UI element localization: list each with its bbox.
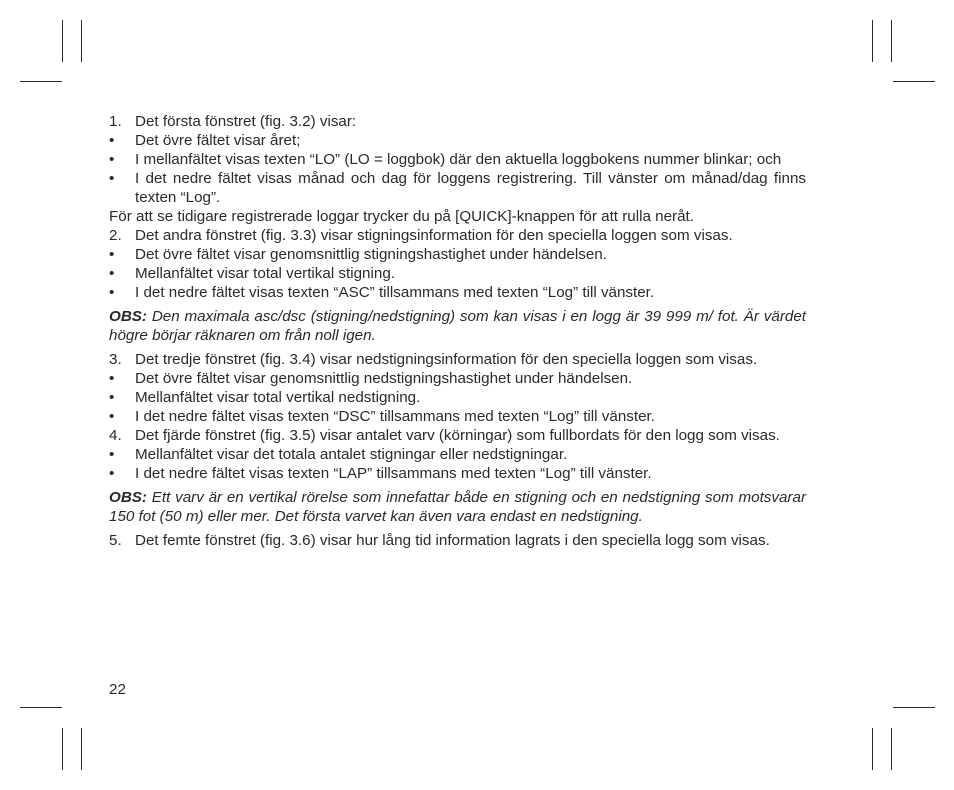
bullet-item — [109, 369, 806, 388]
bullet-marker: • — [109, 284, 115, 301]
numbered-item — [109, 226, 806, 245]
crop-mark — [81, 20, 82, 62]
item-text: Det femte fönstret (fig. 3.6) visar hur lång tid information lagrats i den speciella logg som visas. — [135, 532, 770, 549]
bullet-marker: • — [109, 446, 115, 463]
bullet-item — [109, 150, 806, 169]
crop-mark — [891, 20, 892, 62]
note — [109, 307, 806, 345]
numbered-item — [109, 350, 806, 369]
item-text: I det nedre fältet visas texten “LAP” tillsammans med texten “Log” till vänster. — [135, 465, 652, 482]
bullet-marker: • — [109, 170, 115, 187]
item-text: Mellanfältet visar total vertikal nedstigning. — [135, 389, 421, 406]
note-label: OBS: — [109, 308, 147, 325]
bullet-marker: • — [109, 265, 115, 282]
crop-mark — [872, 20, 873, 62]
bullet-marker: • — [109, 389, 115, 406]
bullet-item — [109, 407, 806, 426]
numbered-item — [109, 531, 806, 550]
item-text: Det övre fältet visar året; — [135, 132, 301, 149]
crop-mark — [20, 81, 62, 82]
numbered-item — [109, 112, 806, 131]
item-text: Det övre fältet visar genomsnittlig nedstigningshastighet under händelsen. — [135, 370, 633, 387]
page-body — [109, 112, 806, 550]
note-text: Ett varv är en vertikal rörelse som innefattar både en stigning och en nedstigning som motsvarar 150 fot (50 m) eller mer. Det första varvet kan även vara endast en nedstigning. — [109, 489, 806, 525]
item-number: 2. — [109, 227, 122, 244]
bullet-marker: • — [109, 151, 115, 168]
item-text: I det nedre fältet visas månad och dag för loggens registrering. Till vänster om månad/dag finns texten “Log”. — [135, 170, 806, 206]
item-number: 3. — [109, 351, 122, 368]
bullet-item — [109, 445, 806, 464]
crop-mark — [893, 81, 935, 82]
bullet-item — [109, 264, 806, 283]
bullet-marker: • — [109, 408, 115, 425]
item-text: I det nedre fältet visas texten “ASC” tillsammans med texten “Log” till vänster. — [135, 284, 655, 301]
bullet-marker: • — [109, 246, 115, 263]
item-text: I mellanfältet visas texten “LO” (LO = loggbok) där den aktuella loggbokens nummer blinkar; och — [135, 151, 782, 168]
paragraph: För att se tidigare registrerade loggar trycker du på [QUICK]-knappen för att rulla neråt. — [109, 208, 694, 225]
item-text: I det nedre fältet visas texten “DSC” tillsammans med texten “Log” till vänster. — [135, 408, 655, 425]
crop-mark — [62, 20, 63, 62]
bullet-marker: • — [109, 370, 115, 387]
crop-mark — [872, 728, 873, 770]
bullet-marker: • — [109, 132, 115, 149]
item-text: Det första fönstret (fig. 3.2) visar: — [135, 113, 357, 130]
page-number: 22 — [109, 681, 126, 698]
note-label: OBS: — [109, 489, 147, 506]
bullet-item — [109, 245, 806, 264]
bullet-item — [109, 131, 806, 150]
bullet-marker: • — [109, 465, 115, 482]
crop-mark — [891, 728, 892, 770]
item-number: 4. — [109, 427, 122, 444]
crop-mark — [893, 707, 935, 708]
note-text: Den maximala asc/dsc (stigning/nedstigning) som kan visas i en logg är 39 999 m/ fot. Är värdet högre börjar räknaren om från noll igen. — [109, 308, 806, 344]
item-text: Det andra fönstret (fig. 3.3) visar stigningsinformation för den speciella loggen som visas. — [135, 227, 733, 244]
item-text: Mellanfältet visar det totala antalet stigningar eller nedstigningar. — [135, 446, 568, 463]
item-text: Det fjärde fönstret (fig. 3.5) visar antalet varv (körningar) som fullbordats för den logg som visas. — [135, 427, 780, 444]
item-number: 1. — [109, 113, 122, 130]
crop-mark — [81, 728, 82, 770]
item-text: Det övre fältet visar genomsnittlig stigningshastighet under händelsen. — [135, 246, 607, 263]
bullet-item — [109, 388, 806, 407]
bullet-item — [109, 283, 806, 302]
numbered-item — [109, 426, 806, 445]
item-text: Mellanfältet visar total vertikal stigning. — [135, 265, 395, 282]
crop-mark — [62, 728, 63, 770]
note — [109, 488, 806, 526]
item-number: 5. — [109, 532, 122, 549]
item-text: Det tredje fönstret (fig. 3.4) visar nedstigningsinformation för den speciella loggen som visas. — [135, 351, 758, 368]
crop-mark — [20, 707, 62, 708]
bullet-item — [109, 464, 806, 483]
bullet-item — [109, 169, 806, 207]
